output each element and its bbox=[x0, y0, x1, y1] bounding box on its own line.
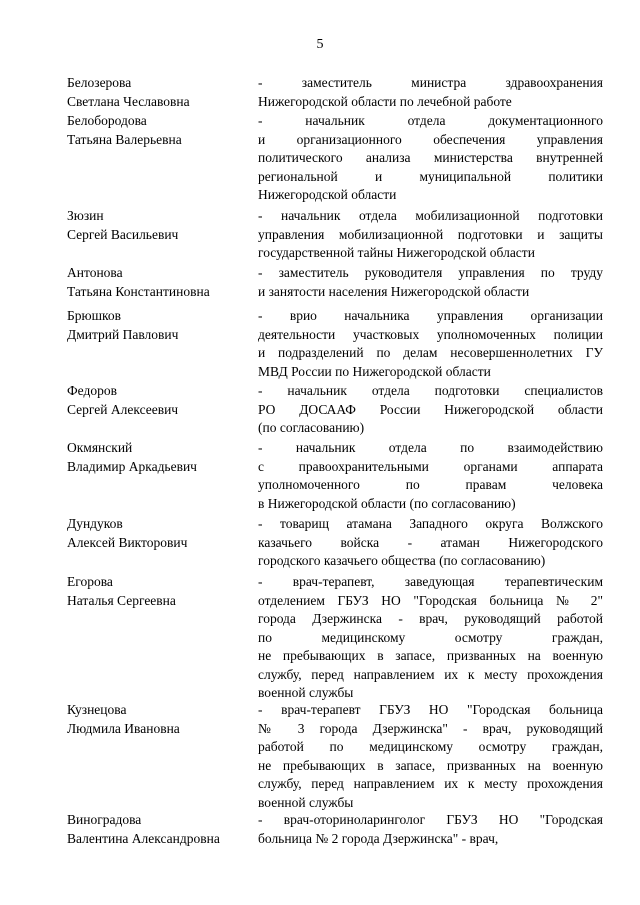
member-name bbox=[67, 112, 252, 149]
member-surname: Виноградова bbox=[67, 812, 142, 827]
position-line: отделением ГБУЗ НО "Городская больница № 2" bbox=[258, 592, 603, 608]
member-surname: Федоров bbox=[67, 383, 117, 398]
position-line: - товарищ атамана Западного округа Волжского bbox=[258, 516, 603, 531]
member-position bbox=[258, 112, 603, 205]
member-given-names: Сергей Алексеевич bbox=[67, 401, 179, 417]
member-name bbox=[67, 515, 252, 552]
member-given-names: Владимир Аркадьевич bbox=[67, 458, 197, 474]
member-surname: Окмянский bbox=[67, 440, 133, 455]
position-line: - начальник отдела мобилизационной подготовки bbox=[258, 208, 603, 223]
member-surname: Белозерова bbox=[67, 75, 132, 90]
position-line: № 3 города Дзержинска" - врач, руководящий bbox=[258, 720, 603, 736]
position-line: по медицинскому осмотру граждан, bbox=[258, 629, 603, 645]
position-line: деятельности участковых уполномоченных полиции bbox=[258, 326, 603, 342]
position-line: больница № 2 города Дзержинска" - врач, bbox=[258, 830, 499, 846]
position-line: в Нижегородской области (по согласованию) bbox=[258, 495, 516, 511]
member-position bbox=[258, 307, 603, 381]
position-line: региональной и муниципальной политики bbox=[258, 168, 603, 184]
member-given-names: Светлана Чеславовна bbox=[67, 93, 190, 109]
member-name bbox=[67, 701, 252, 738]
position-line: военной службы bbox=[258, 794, 354, 810]
position-line: службу, перед направлением их к месту прохождения bbox=[258, 776, 603, 791]
position-line: службу, перед направлением их к месту прохождения bbox=[258, 666, 603, 682]
position-line: - врач-терапевт ГБУЗ НО "Городская больница bbox=[258, 702, 603, 717]
member-given-names: Валентина Александровна bbox=[67, 830, 220, 846]
member-position bbox=[258, 439, 603, 513]
position-line: государственной тайны Нижегородской области bbox=[258, 245, 535, 260]
position-line: управления мобилизационной подготовки и защиты bbox=[258, 226, 603, 242]
member-name bbox=[67, 264, 252, 301]
position-line: - начальник отдела подготовки специалистов bbox=[258, 383, 603, 398]
position-line: уполномоченного по правам человека bbox=[258, 477, 603, 492]
member-name bbox=[67, 439, 252, 476]
position-line: РО ДОСААФ России Нижегородской области bbox=[258, 401, 603, 417]
member-position bbox=[258, 207, 603, 263]
position-line: - врио начальника управления организации bbox=[258, 308, 603, 323]
position-line: Нижегородской области bbox=[258, 187, 397, 202]
member-surname: Егорова bbox=[67, 574, 113, 589]
member-position bbox=[258, 701, 603, 812]
position-line: - заместитель руководителя управления по труду bbox=[258, 265, 603, 280]
member-given-names: Людмила Ивановна bbox=[67, 720, 180, 736]
member-surname: Дундуков bbox=[67, 516, 123, 531]
position-line: казачьего войска - атаман Нижегородского bbox=[258, 534, 603, 550]
member-surname: Белобородова bbox=[67, 113, 147, 128]
member-name bbox=[67, 74, 252, 111]
position-line: - врач-оториноларинголог ГБУЗ НО "Городская bbox=[258, 812, 603, 827]
position-line: - начальник отдела документационного bbox=[258, 113, 603, 128]
member-position bbox=[258, 382, 603, 438]
page-number: 5 bbox=[316, 37, 324, 52]
member-name bbox=[67, 573, 252, 610]
position-line: - начальник отдела по взаимодействию bbox=[258, 440, 603, 455]
position-line: военной службы bbox=[258, 685, 354, 700]
position-line: (по согласованию) bbox=[258, 420, 365, 435]
position-line: работой по медицинскому осмотру граждан, bbox=[258, 739, 603, 754]
member-given-names: Сергей Васильевич bbox=[67, 226, 179, 242]
member-name bbox=[67, 207, 252, 244]
member-surname: Кузнецова bbox=[67, 702, 127, 717]
member-position bbox=[258, 74, 603, 111]
member-position bbox=[258, 573, 603, 703]
member-surname: Зюзин bbox=[67, 208, 104, 223]
member-position bbox=[258, 811, 603, 848]
member-given-names: Наталья Сергеевна bbox=[67, 592, 176, 608]
member-position bbox=[258, 264, 603, 301]
position-line: политического анализа министерства внутренней bbox=[258, 150, 603, 165]
member-given-names: Татьяна Валерьевна bbox=[67, 131, 182, 147]
position-line: с правоохранительными органами аппарата bbox=[258, 458, 603, 474]
position-line: города Дзержинска - врач, руководящий работой bbox=[258, 611, 603, 626]
member-surname: Брюшков bbox=[67, 308, 121, 323]
position-line: и занятости населения Нижегородской области bbox=[258, 283, 530, 299]
position-line: и подразделений по делам несовершеннолетних ГУ bbox=[258, 345, 603, 360]
member-given-names: Дмитрий Павлович bbox=[67, 326, 179, 342]
member-given-names: Алексей Викторович bbox=[67, 534, 188, 550]
position-line: не пребывающих в запасе, призванных на военную bbox=[258, 648, 603, 663]
member-surname: Антонова bbox=[67, 265, 123, 280]
position-line: МВД России по Нижегородской области bbox=[258, 363, 491, 379]
position-line: не пребывающих в запасе, призванных на военную bbox=[258, 757, 603, 773]
position-line: - заместитель министра здравоохранения bbox=[258, 75, 603, 90]
position-line: - врач-терапевт, заведующая терапевтическим bbox=[258, 574, 603, 589]
member-name bbox=[67, 307, 252, 344]
position-line: Нижегородской области по лечебной работе bbox=[258, 93, 512, 109]
member-given-names: Татьяна Константиновна bbox=[67, 283, 210, 299]
member-name bbox=[67, 382, 252, 419]
member-position bbox=[258, 515, 603, 571]
position-line: городского казачьего общества (по согласованию) bbox=[258, 553, 546, 568]
member-name bbox=[67, 811, 252, 848]
position-line: и организационного обеспечения управления bbox=[258, 131, 603, 147]
